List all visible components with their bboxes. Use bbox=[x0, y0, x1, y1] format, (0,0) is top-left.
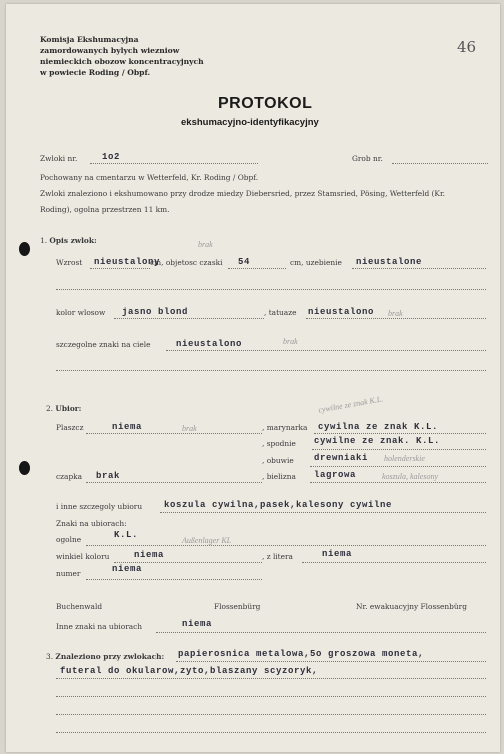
handwritten-mark-3: brak bbox=[283, 337, 298, 346]
cap-line bbox=[86, 482, 262, 483]
grave-number-label: Grob nr. bbox=[352, 154, 383, 163]
buchenwald-label: Buchenwald bbox=[56, 602, 103, 611]
document-title: PROTOKOL bbox=[218, 95, 313, 112]
letter-line bbox=[302, 562, 486, 563]
tattoo-value: nieustalono bbox=[308, 307, 375, 317]
handwritten-note-jacket: cywilne ze znak K.L. bbox=[317, 394, 384, 415]
page-number: 46 bbox=[457, 38, 477, 56]
found-items-line-4 bbox=[56, 714, 486, 715]
tattoo-label: , tatuaze bbox=[264, 308, 297, 317]
hair-color-value: jasno blond bbox=[122, 307, 189, 317]
document-subtitle: ekshumacyjno-identyfikacyjny bbox=[181, 117, 319, 128]
handwritten-note-general: Außenlager KL bbox=[182, 536, 232, 545]
underwear-line bbox=[310, 482, 486, 483]
triangle-color-label: winkiel koloru bbox=[56, 552, 110, 561]
coat-label: Plaszcz bbox=[56, 423, 84, 432]
description-line-blank-2 bbox=[56, 370, 486, 371]
section-2-title: Ubior: bbox=[55, 404, 82, 413]
letter-label: , z litera bbox=[262, 552, 293, 561]
jacket-label: , marynarka bbox=[262, 423, 308, 432]
skull-label: cm, objetosc czaski bbox=[150, 258, 223, 267]
commission-line-2: zamordowanych bylych wiezniow bbox=[40, 46, 180, 55]
trousers-label: , spodnie bbox=[262, 439, 296, 448]
general-value: K.L. bbox=[114, 530, 139, 540]
burial-place: Pochowany na cmentarzu w Wetterfeld, Kr. Roding / Obpf. bbox=[40, 173, 259, 182]
protocol-sheet bbox=[6, 4, 500, 752]
teeth-value: nieustalone bbox=[356, 257, 423, 267]
cap-label: czapka bbox=[56, 472, 83, 481]
other-details-value: koszula cywilna,pasek,kalesony cywilne bbox=[164, 500, 393, 510]
letter-value: niema bbox=[322, 549, 353, 559]
number-line bbox=[86, 579, 262, 580]
found-items-line-3 bbox=[56, 696, 486, 697]
found-items-value-1: papierosnica metalowa,5o groszowa moneta, bbox=[178, 649, 425, 659]
distinguishing-marks-value: nieustalono bbox=[176, 339, 243, 349]
body-number-value: 1o2 bbox=[102, 152, 121, 162]
evacuation-number-label: Nr. ewakuacyjny Flossenbürg bbox=[356, 602, 467, 611]
skull-line bbox=[228, 268, 286, 269]
tattoo-line bbox=[306, 318, 486, 319]
triangle-color-line bbox=[114, 562, 262, 563]
found-items-line-2 bbox=[56, 678, 486, 679]
other-details-label: i inne szczegoly ubioru bbox=[56, 502, 143, 511]
punch-hole-bottom bbox=[19, 461, 30, 475]
found-text-line-2: Roding), ogolna przestrzen 11 km. bbox=[40, 205, 170, 214]
other-clothing-marks-line bbox=[156, 632, 486, 633]
section-3-title: Znaleziono przy zwlokach: bbox=[55, 652, 165, 661]
description-line-blank-1 bbox=[56, 289, 486, 290]
grave-number-line bbox=[392, 163, 488, 164]
jacket-value: cywilna ze znak K.L. bbox=[318, 422, 439, 432]
found-items-line-5 bbox=[56, 732, 486, 733]
shoes-value: drewniaki bbox=[314, 453, 369, 463]
body-number-label: Zwloki nr. bbox=[40, 154, 78, 163]
coat-value: niema bbox=[112, 422, 143, 432]
found-items-value-2: futeral do okularow,zyto,blaszany scyzoryk, bbox=[60, 666, 319, 676]
other-clothing-marks-label: Inne znaki na ubiorach bbox=[56, 622, 143, 631]
flossenburg-label: Flossenbürg bbox=[214, 602, 261, 611]
general-line bbox=[86, 545, 486, 546]
found-items-line-1 bbox=[176, 661, 486, 662]
body-number-line bbox=[90, 163, 258, 164]
teeth-label: cm, uzebienie bbox=[290, 258, 342, 267]
jacket-line bbox=[314, 433, 486, 434]
distinguishing-marks-line bbox=[166, 350, 486, 351]
section-1-number: 1. bbox=[40, 236, 48, 245]
general-label: ogolne bbox=[56, 535, 82, 544]
commission-line-1: Komisja Ekshumacyjna bbox=[40, 35, 139, 44]
section-3-heading bbox=[46, 652, 164, 661]
underwear-value: lagrowa bbox=[314, 470, 357, 480]
commission-line-4: w powiecie Roding / Obpf. bbox=[40, 68, 151, 77]
height-value: nieustalony bbox=[94, 257, 161, 267]
cap-value: brak bbox=[96, 471, 121, 481]
trousers-value: cywilne ze znak. K.L. bbox=[314, 436, 441, 446]
handwritten-mark-2: brak bbox=[388, 309, 403, 318]
shoes-line bbox=[310, 466, 486, 467]
found-text-line-1: Zwloki znaleziono i ekshumowano przy drodze miedzy Diebersried, przez Stamsried, Pösing, Wetterfeld (Kr. bbox=[40, 189, 446, 198]
section-2-heading bbox=[46, 404, 81, 413]
shoes-label: , obuwie bbox=[262, 456, 294, 465]
section-1-heading bbox=[40, 236, 97, 245]
height-line bbox=[90, 268, 150, 269]
distinguishing-marks-label: szczegolne znaki na ciele bbox=[56, 340, 151, 349]
trousers-line bbox=[312, 449, 486, 450]
clothing-marks-label: Znaki na ubiorach: bbox=[56, 519, 127, 528]
handwritten-mark-1: brak bbox=[198, 240, 213, 249]
teeth-line bbox=[352, 268, 486, 269]
commission-line-3: niemieckich obozow koncentracyjnych bbox=[40, 57, 204, 66]
handwritten-note-underwear: koszula, kalesony bbox=[382, 472, 438, 481]
coat-line bbox=[86, 433, 262, 434]
section-1-title: Opis zwlok: bbox=[49, 236, 97, 245]
number-label: numer bbox=[56, 569, 81, 578]
number-value: niema bbox=[112, 564, 143, 574]
triangle-color-value: niema bbox=[134, 550, 165, 560]
height-label: Wzrost bbox=[56, 258, 83, 267]
other-clothing-marks-value: niema bbox=[182, 619, 213, 629]
underwear-label: , bielizna bbox=[262, 472, 296, 481]
hair-color-line bbox=[114, 318, 264, 319]
handwritten-mark-4: brak bbox=[182, 424, 197, 433]
handwritten-note-shoes: holenderskie bbox=[384, 454, 425, 463]
section-2-number: 2. bbox=[46, 404, 54, 413]
skull-value: 54 bbox=[238, 257, 251, 267]
section-3-number: 3. bbox=[46, 652, 54, 661]
punch-hole-top bbox=[19, 242, 30, 256]
hair-color-label: kolor wlosow bbox=[56, 308, 106, 317]
other-details-line bbox=[160, 512, 486, 513]
